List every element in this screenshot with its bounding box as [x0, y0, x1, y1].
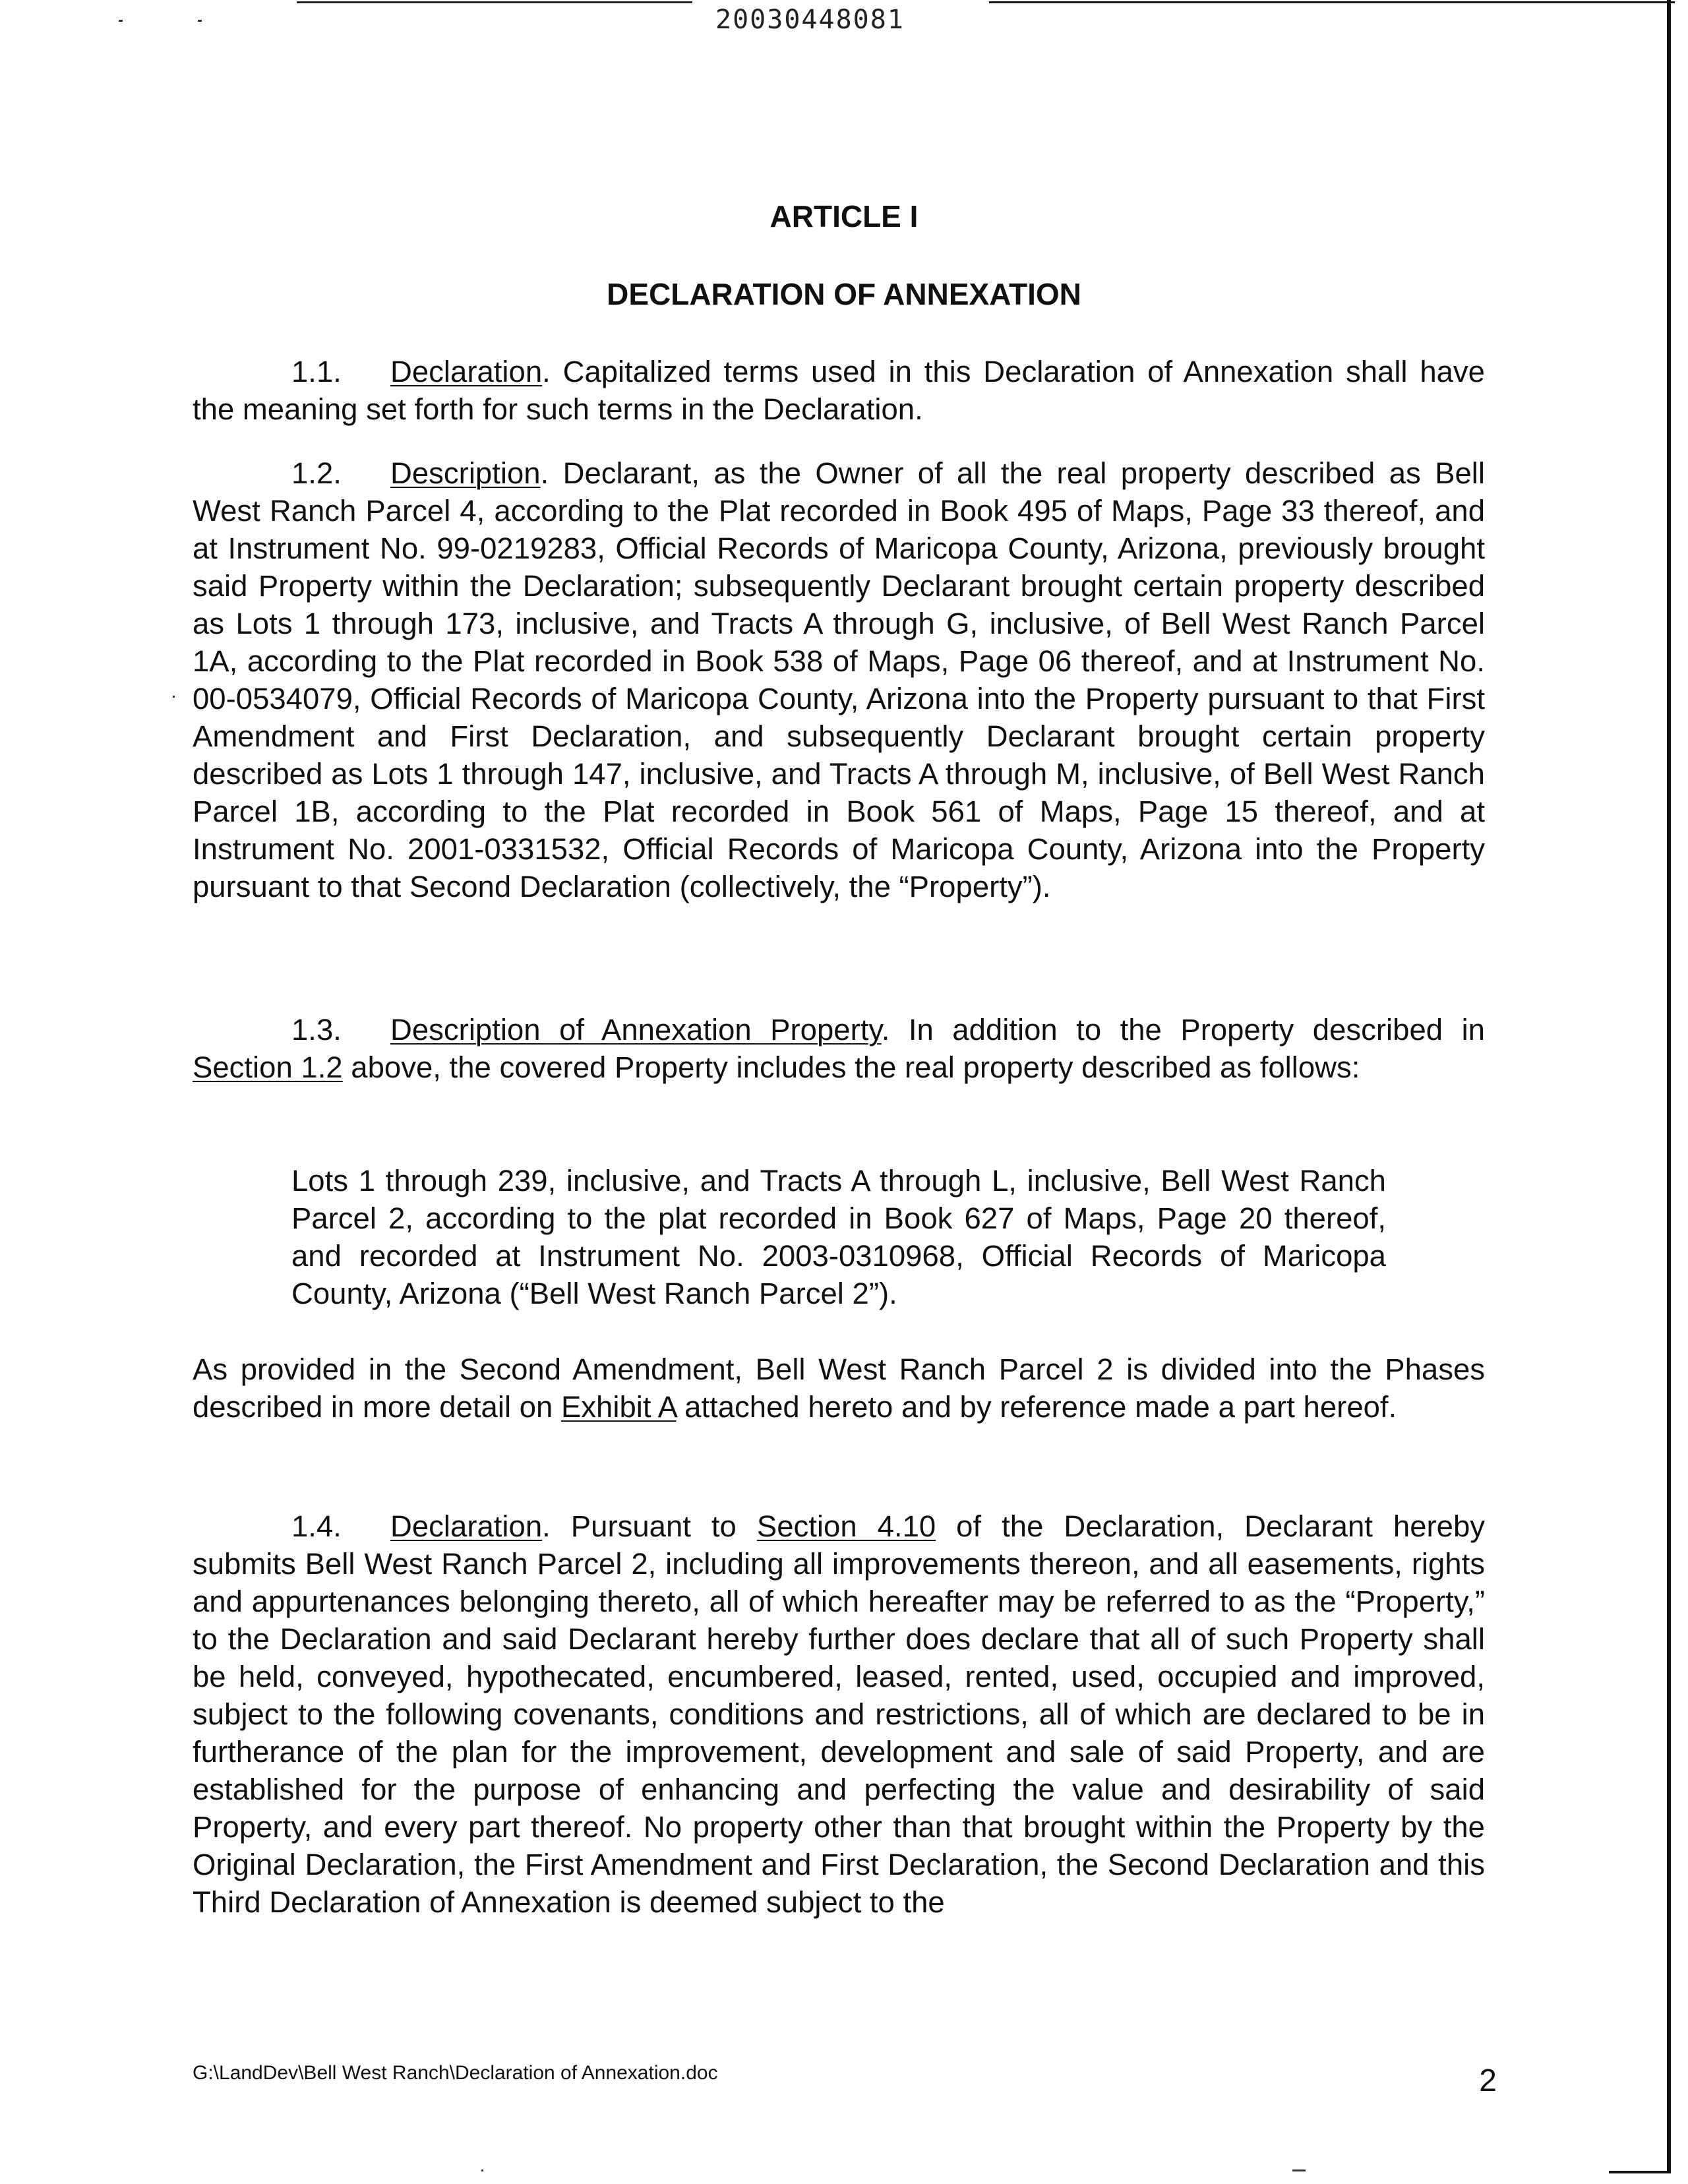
phases-paragraph — [193, 1350, 1485, 1426]
section-number: 1.2. — [291, 456, 342, 490]
page-number: 2 — [1479, 2063, 1497, 2098]
section-number: 1.3. — [291, 1013, 342, 1046]
section-1-3 — [193, 1011, 1485, 1086]
section-heading: Description of Annexation Property — [390, 1013, 882, 1046]
section-text: . Declarant, as the Owner of all the real property described as Bell West Ranch Parcel 4, according to the Plat recorded in Book 495 of Maps, Page 33 thereof, and at Instrument No. 99-0219283, Official Records of Maricopa County, Arizona, previously brought said Property within the Declaration; subsequently Declarant brought certain property described as Lots 1 through 173, inclusive, and Tracts A through G, inclusive, of Bell West Ranch Parcel 1A, according to the Plat recorded in Book 538 of Maps, Page 06 thereof, and at Instrument No. 00-0534079, Official Records of Maricopa County, Arizona into the Property pursuant to that First Amendment and First Declaration, and subsequently Declarant brought certain property described as Lots 1 through 147, inclusive, and Tracts A through M, inclusive, of Bell West Ranch Parcel 1B, according to the Plat recorded in Book 561 of Maps, Page 15 thereof, and at Instrument No. 2001-0331532, Official Records of Maricopa County, Arizona into the Property pursuant to that Second Declaration (collectively, the “Property”). — [193, 456, 1485, 903]
section-text: above, the covered Property includes the real property described as follows: — [342, 1050, 1360, 1084]
scan-speck — [198, 20, 202, 22]
scan-speck — [1292, 2169, 1306, 2171]
section-heading: Declaration — [390, 1509, 543, 1543]
exhibit-reference: Exhibit A — [560, 1390, 677, 1424]
scan-speck — [173, 696, 175, 698]
section-1-4 — [193, 1507, 1485, 1921]
section-reference: Section 4.10 — [756, 1509, 936, 1543]
section-text: of the Declaration, Declarant hereby submits Bell West Ranch Parcel 2, including all improvements thereon, and all easements, rights and appurtenances belonging thereto, all of which hereafter may be referred to as the “Property,” to the Declaration and said Declarant hereby further does declare that all of such Property shall be held, conveyed, hypothecated, encumbered, leased, rented, used, occupied and improved, subject to the following covenants, conditions and restrictions, all of which are declared to be in furtherance of the plan for the improvement, development and sale of said Property, and are established for the purpose of enhancing and perfecting the value and desirability of said Property, and every part thereof. No property other than that brought within the Property by the Original Declaration, the First Amendment and First Declaration, the Second Declaration and this Third Declaration of Annexation is deemed subject to the — [193, 1509, 1486, 1919]
section-number: 1.4. — [291, 1509, 342, 1543]
section-heading: Description — [390, 456, 541, 490]
scan-artifact-top-line-right — [989, 1, 1675, 3]
legal-description-block: Lots 1 through 239, inclusive, and Tracts A through L, inclusive, Bell West Ranch Parcel 2, according to the plat recorded in Book 627 of Maps, Page 20 thereof, and recorded at Instrument No. 2003-0310968, Official Records of Maricopa County, Arizona (“Bell West Ranch Parcel 2”). — [291, 1164, 1386, 1310]
document-number: 20030448081 — [715, 5, 905, 35]
phases-text: As provided in the Second Amendment, Bell West Ranch Parcel 2 is divided into the Phases described in more detail on — [193, 1352, 1485, 1424]
section-text: . Pursuant to — [542, 1509, 757, 1543]
section-heading: Declaration — [390, 355, 543, 388]
scan-speck — [119, 20, 123, 22]
article-title: DECLARATION OF ANNEXATION — [607, 277, 1081, 311]
section-reference: Section 1.2 — [193, 1050, 343, 1084]
section-1-1 — [193, 353, 1485, 428]
section-text: . Capitalized terms used in this Declaration of Annexation shall have the meaning set forth for such terms in the Declaration. — [193, 355, 1485, 426]
scan-artifact-right-edge — [1667, 0, 1671, 2173]
phases-text: attached hereto and by reference made a part hereof. — [676, 1390, 1397, 1424]
article-heading: ARTICLE I — [769, 199, 919, 233]
scan-artifact-bottom-edge — [1609, 2171, 1671, 2173]
section-number: 1.1. — [291, 355, 342, 388]
footer-file-path: G:\LandDev\Bell West Ranch\Declaration of Annexation.doc — [193, 2062, 718, 2084]
section-text: . In addition to the Property described in — [881, 1013, 1485, 1046]
scan-artifact-top-line — [297, 1, 692, 3]
scan-speck — [481, 2169, 483, 2171]
section-1-2 — [193, 454, 1485, 905]
